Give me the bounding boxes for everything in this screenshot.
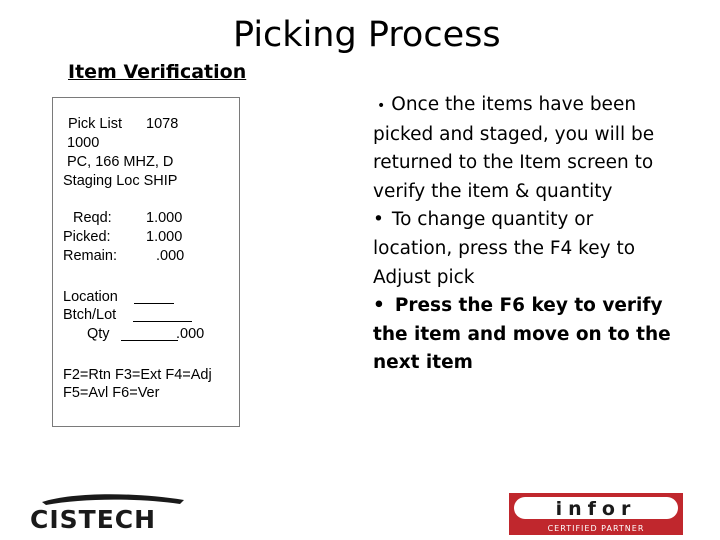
bullet-text: Once the items have been picked and staged, you will be returned to the Item screen to verify the item & quantity — [373, 94, 655, 202]
btch-lot-field[interactable] — [133, 308, 192, 322]
picked-label: Picked: — [63, 229, 111, 245]
qty-field[interactable] — [121, 327, 178, 341]
function-keys-line2: F5=Avl F6=Ver — [63, 385, 160, 401]
pick-list-value: 1078 — [146, 116, 179, 132]
location-field[interactable] — [134, 290, 174, 304]
picked-value: 1.000 — [146, 229, 183, 245]
infor-logo — [508, 492, 684, 536]
bullet-text: Press the F6 key to verify the item and move on to the next item — [373, 295, 671, 374]
function-keys-line1: F2=Rtn F3=Ext F4=Adj — [63, 367, 212, 383]
cistech-swoosh — [42, 494, 184, 505]
bullet-icon: • — [373, 209, 384, 231]
cistech-wordmark: CISTECH — [30, 505, 157, 532]
btch-lot-label: Btch/Lot — [63, 307, 117, 323]
bullet-item — [373, 91, 673, 206]
qty-value: .000 — [176, 326, 205, 342]
section-subtitle: Item Verification — [68, 61, 247, 83]
infor-wordmark: infor — [555, 498, 637, 520]
location-label: Location — [63, 289, 118, 305]
page-title: Picking Process — [233, 15, 501, 55]
staging-location: Staging Loc SHIP — [63, 173, 178, 189]
pick-list-label: Pick List — [68, 116, 122, 132]
remain-value: .000 — [156, 248, 185, 264]
qty-label: Qty — [87, 326, 110, 342]
instruction-list — [373, 91, 673, 378]
bullet-item — [373, 206, 673, 292]
terminal-screen — [52, 97, 240, 427]
reqd-label: Reqd: — [73, 210, 112, 226]
infor-tagline: CERTIFIED PARTNER — [547, 524, 645, 533]
remain-label: Remain: — [63, 248, 117, 264]
bullet-text: To change quantity or location, press the F4 key to Adjust pick — [373, 209, 636, 288]
reqd-value: 1.000 — [146, 210, 183, 226]
item-description: PC, 166 MHZ, D — [67, 154, 174, 170]
bullet-item — [373, 292, 673, 378]
bullet-icon: • — [377, 98, 386, 114]
bullet-icon: • — [373, 295, 385, 317]
item-number: 1000 — [67, 135, 100, 151]
cistech-logo — [28, 490, 198, 532]
